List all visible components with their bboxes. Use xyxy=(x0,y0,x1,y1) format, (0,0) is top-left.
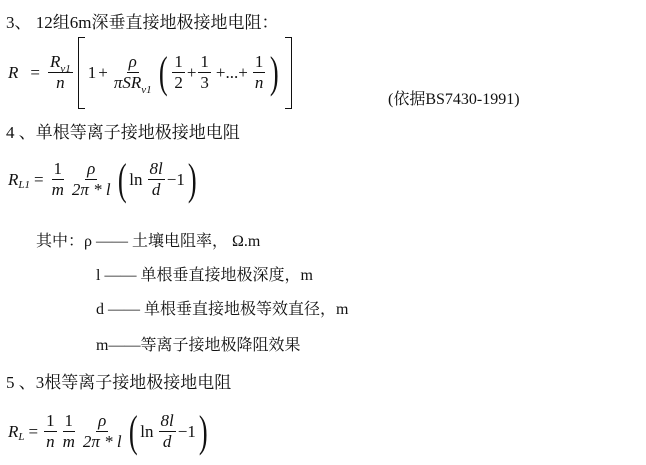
legend-l: l —— 单根垂直接地极深度，m xyxy=(96,267,313,284)
fraction-half: $\frac{1}{2}$ xyxy=(174,52,183,93)
right-paren: ) xyxy=(187,155,197,204)
fraction-third: $\frac{1}{3}$ xyxy=(200,52,209,93)
legend-d: d —— 单根垂直接地极等效直径，m xyxy=(96,301,349,318)
fraction-one-over-m: $\frac{1}{m}$ xyxy=(62,411,75,452)
item3-heading: 3、 12组6m深垂直接地极接地电阻： xyxy=(6,13,279,32)
fraction-one-over-m: $\frac{1}{m}$ xyxy=(51,159,64,200)
right-paren: ) xyxy=(198,407,208,456)
left-paren: ( xyxy=(128,407,138,456)
item5-formula: R L = $\frac{1}{n}$ $\frac{1}{m}$ $\frac{\rho}{2\pi * l}$ ( ln $\frac{8l}{d}$ −1 ) xyxy=(8,407,208,456)
equals-sign: = xyxy=(30,63,40,82)
legend-m: m——等离子接地极降阻效果 xyxy=(96,337,301,354)
right-bracket xyxy=(285,37,292,109)
item5-heading: 5 、3根等离子接地极接地电阻 xyxy=(6,373,232,392)
citation-note: (依据BS7430-1991) xyxy=(388,91,520,108)
item3-formula: R = $\frac{R_{v1}}{n}$ 1 + $\frac{\rho}{\pi SR_{v1}}$ ( $\frac{1}{2}$ + $\frac{1}{3}$ +...+ $\frac{1}{n}$ ) xyxy=(8,38,295,108)
fraction-one-over-n: $\frac{1}{n}$ xyxy=(46,411,55,452)
fraction-8l-over-d: $\frac{8l}{d}$ xyxy=(160,411,174,452)
fraction-one-over-n: $\frac{1}{n}$ xyxy=(254,52,264,93)
left-bracket xyxy=(78,37,85,109)
fraction-r-over-n: $\frac{R_{v1}}{n}$ xyxy=(49,52,71,93)
item4-formula: R L1 = $\frac{1}{m}$ $\frac{\rho}{2\pi * l}$ ( ln $\frac{8l}{d}$ −1 ) xyxy=(8,155,197,204)
formula-lhs: R xyxy=(8,63,19,82)
fraction-rho-over-2pil: $\frac{\rho}{2\pi * l}$ xyxy=(82,411,122,452)
legend-rho: 其中：ρ —— 土壤电阻率， Ω.m xyxy=(36,233,261,250)
fraction-8l-over-d: $\frac{8l}{d}$ xyxy=(149,159,163,200)
right-paren: ) xyxy=(270,48,280,97)
fraction-rho-over-2pil: $\frac{\rho}{2\pi * l}$ xyxy=(71,159,111,200)
item4-heading: 4 、单根等离子接地极接地电阻 xyxy=(6,123,240,142)
fraction-rho-over-pisr: $\frac{\rho}{\pi SR_{v1}}$ xyxy=(113,52,152,97)
left-paren: ( xyxy=(158,48,168,97)
left-paren: ( xyxy=(117,155,127,204)
